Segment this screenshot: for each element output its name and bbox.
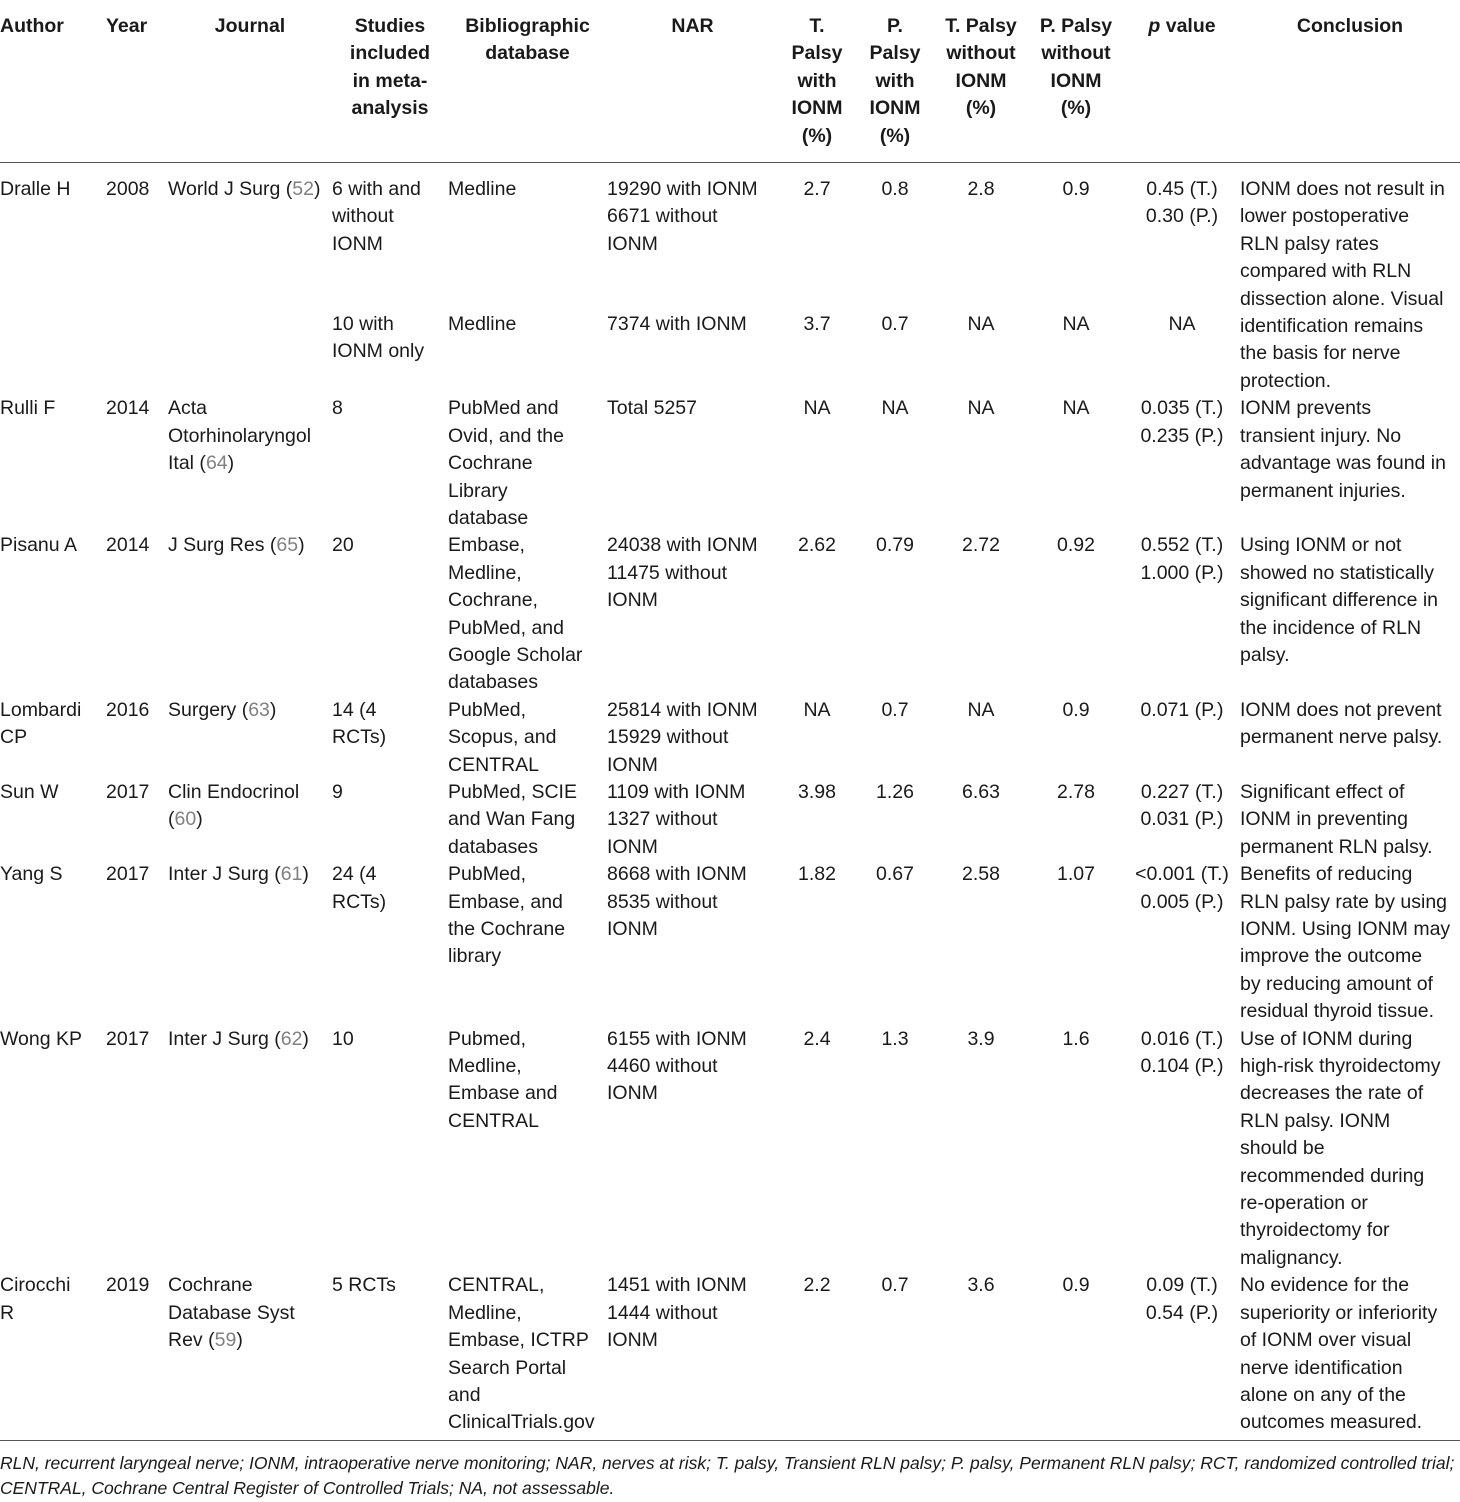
header-p-palsy-without: P. Palsy without IONM (%) bbox=[1028, 0, 1124, 163]
cell-nar: 8668 with IONM 8535 without IONM bbox=[607, 863, 747, 940]
header-nar: NAR bbox=[607, 0, 778, 163]
cell-t-with: 2.62 bbox=[798, 534, 836, 557]
cell-p-value: 0.035 (T.) 0.235 (P.) bbox=[1140, 397, 1224, 447]
cell-p-with: 0.7 bbox=[856, 1272, 934, 1440]
cell-database: PubMed, Embase, and the Cochrane library bbox=[448, 863, 566, 968]
cell-nar: 1451 with IONM 1444 without IONM bbox=[607, 1272, 778, 1440]
cell-year: 2014 bbox=[106, 397, 150, 420]
cell-p-without: 0.92 bbox=[1057, 534, 1095, 557]
cell-database: Pubmed, Medline, Embase and CENTRAL bbox=[448, 1027, 558, 1132]
cell-studies: 14 (4 RCTs) bbox=[332, 698, 387, 749]
cell-database: Medline bbox=[448, 312, 517, 335]
cell-t-with: 2.4 bbox=[803, 1027, 831, 1050]
cell-t-with: 3.7 bbox=[803, 312, 831, 335]
header-p-value bbox=[1124, 0, 1240, 163]
cell-t-without: 2.8 bbox=[967, 178, 995, 201]
journal-name: Clin Endocrinol bbox=[168, 780, 300, 803]
cell-author: Lombardi CP bbox=[0, 698, 82, 749]
cell-conclusion: IONM does not result in lower postoperative RLN palsy rates compared with RLN dissection alone. Visual identification remains the basis for nerve protection. bbox=[1240, 178, 1445, 392]
table-row bbox=[0, 395, 1460, 532]
cell-nar: 7374 with IONM bbox=[607, 312, 747, 335]
table-row bbox=[0, 163, 1460, 311]
cell-nar: 19290 with IONM 6671 without IONM bbox=[607, 178, 758, 255]
cell-conclusion: Significant effect of IONM in preventing permanent RLN palsy. bbox=[1240, 780, 1433, 858]
cell-t-with: 2.2 bbox=[778, 1272, 856, 1440]
cell-studies: 10 with IONM only bbox=[332, 312, 425, 362]
cell-conclusion: IONM does not prevent permanent nerve palsy. bbox=[1240, 698, 1443, 749]
cell-p-value: <0.001 (T.) 0.005 (P.) bbox=[1135, 863, 1229, 913]
cell-t-without: 2.72 bbox=[962, 534, 1000, 557]
cell-year: 2017 bbox=[106, 863, 150, 886]
cell-p-without: 1.07 bbox=[1057, 863, 1095, 886]
cell-t-with: 2.7 bbox=[803, 178, 831, 201]
header-author: Author bbox=[0, 0, 106, 163]
cell-t-with: NA bbox=[803, 698, 831, 721]
cell-p-value: 0.071 (P.) bbox=[1140, 698, 1224, 721]
cell-p-without: NA bbox=[1062, 397, 1090, 420]
cell-p-with: 0.7 bbox=[881, 312, 909, 335]
cell-p-with: 0.79 bbox=[876, 534, 914, 557]
header-p-letter: p bbox=[1148, 15, 1161, 37]
header-t-palsy-with: T. Palsy with IONM (%) bbox=[778, 0, 856, 163]
journal-name: World J Surg bbox=[168, 178, 281, 201]
cell-studies: 5 RCTs bbox=[332, 1272, 448, 1440]
cell-author: Dralle H bbox=[0, 178, 71, 201]
cell-database: PubMed and Ovid, and the Cochrane Library database bbox=[448, 397, 564, 529]
cell-journal: Surgery (63) bbox=[168, 698, 277, 721]
cell-conclusion: Benefits of reducing RLN palsy rate by using IONM. Using IONM may improve the outcome by reducing amount of residual thyroid tissue. bbox=[1240, 863, 1451, 1023]
cell-t-without: NA bbox=[967, 312, 995, 335]
cell-year: 2016 bbox=[106, 698, 150, 721]
cell-studies: 6 with and without IONM bbox=[332, 178, 421, 255]
cell-p-with: 0.8 bbox=[881, 178, 909, 201]
cell-studies: 9 bbox=[332, 780, 343, 803]
cell-p-without: 0.9 bbox=[1028, 1272, 1124, 1440]
cell-journal: World J Surg (52) bbox=[168, 178, 321, 201]
reference-link[interactable]: 64 bbox=[205, 452, 228, 475]
reference-link[interactable]: 59 bbox=[214, 1329, 237, 1352]
cell-journal: Cochrane Database Syst Rev (59) bbox=[168, 1272, 332, 1440]
cell-journal: Acta Otorhinolaryngol Ital (64) bbox=[168, 397, 312, 475]
cell-studies: 8 bbox=[332, 397, 343, 420]
cell-p-without: NA bbox=[1062, 312, 1090, 335]
header-studies: Studies included in meta- analysis bbox=[332, 0, 448, 163]
cell-year: 2017 bbox=[106, 780, 150, 803]
cell-conclusion: No evidence for the superiority or inferiority of IONM over visual nerve identification alone on any of the outcomes measured. bbox=[1240, 1272, 1460, 1440]
cell-year: 2017 bbox=[106, 1027, 150, 1050]
table-row bbox=[0, 861, 1460, 1025]
reference-link[interactable]: 63 bbox=[248, 698, 270, 721]
cell-p-without: 2.78 bbox=[1057, 780, 1095, 803]
cell-studies: 20 bbox=[332, 534, 354, 557]
cell-author: Pisanu A bbox=[0, 534, 77, 557]
cell-studies: 24 (4 RCTs) bbox=[332, 863, 387, 913]
header-p-palsy-with: P. Palsy with IONM (%) bbox=[856, 0, 934, 163]
cell-conclusion: Using IONM or not showed no statistically significant difference in the incidence of RLN palsy. bbox=[1240, 534, 1439, 666]
cell-p-value: 0.227 (T.) 0.031 (P.) bbox=[1140, 780, 1224, 831]
table-footnote: RLN, recurrent laryngeal nerve; IONM, intraoperative nerve monitoring; NAR, nerves at risk; T. palsy, Transient RLN palsy; P. palsy, Permanent RLN palsy; RCT, randomized controlled trial; CENTRAL, Cochrane Central Register of Controlled Trials; NA, not assessable. bbox=[0, 1453, 1455, 1498]
cell-nar: 24038 with IONM 11475 without IONM bbox=[607, 534, 758, 612]
table-row bbox=[0, 697, 1460, 779]
journal-name: Acta Otorhinolaryngol Ital bbox=[168, 397, 312, 475]
cell-author: Cirocchi R bbox=[0, 1272, 106, 1440]
table-row bbox=[0, 532, 1460, 696]
cell-journal: Clin Endocrinol (60) bbox=[168, 780, 300, 831]
cell-t-with: NA bbox=[803, 397, 831, 420]
cell-database: PubMed, SCIE and Wan Fang databases bbox=[448, 780, 577, 858]
cell-p-with: 0.67 bbox=[876, 863, 914, 886]
cell-p-with: 1.26 bbox=[876, 780, 914, 803]
cell-t-with: 3.98 bbox=[798, 780, 836, 803]
cell-p-with: NA bbox=[881, 397, 909, 420]
cell-nar: Total 5257 bbox=[607, 397, 697, 420]
cell-p-value: 0.016 (T.) 0.104 (P.) bbox=[1140, 1027, 1224, 1078]
cell-nar: 25814 with IONM 15929 without IONM bbox=[607, 698, 758, 776]
cell-t-without: NA bbox=[967, 397, 995, 420]
cell-nar: 6155 with IONM 4460 without IONM bbox=[607, 1027, 747, 1105]
header-year: Year bbox=[106, 0, 168, 163]
journal-name: Surgery bbox=[168, 698, 237, 721]
journal-name: Cochrane Database Syst Rev bbox=[168, 1274, 295, 1352]
reference-link[interactable]: 61 bbox=[280, 863, 303, 886]
cell-author: Rulli F bbox=[0, 397, 56, 420]
reference-link[interactable]: 60 bbox=[174, 808, 197, 831]
header-t-palsy-without: T. Palsy without IONM (%) bbox=[934, 0, 1028, 163]
header-p-value-suffix: value bbox=[1160, 15, 1216, 37]
cell-journal: Inter J Surg (62) bbox=[168, 1027, 309, 1050]
cell-t-with: 1.82 bbox=[798, 863, 836, 886]
cell-studies: 10 bbox=[332, 1027, 354, 1050]
cell-p-value: NA bbox=[1168, 312, 1196, 335]
header-journal: Journal bbox=[168, 0, 332, 163]
cell-database: PubMed, Scopus, and CENTRAL bbox=[448, 698, 557, 776]
cell-t-without: 3.6 bbox=[934, 1272, 1028, 1440]
cell-p-without: 0.9 bbox=[1062, 178, 1090, 201]
table-row bbox=[0, 779, 1460, 861]
cell-p-value: 0.09 (T.) 0.54 (P.) bbox=[1124, 1272, 1240, 1440]
cell-year: 2014 bbox=[106, 534, 150, 557]
header-database: Bibliographic database bbox=[448, 0, 607, 163]
cell-database: CENTRAL, Medline, Embase, ICTRP Search Portal and ClinicalTrials.gov bbox=[448, 1272, 607, 1440]
cell-database: Embase, Medline, Cochrane, PubMed, and Google Scholar databases bbox=[448, 534, 583, 694]
cell-nar: 1109 with IONM 1327 without IONM bbox=[607, 780, 746, 858]
cell-p-with: 0.7 bbox=[881, 698, 909, 721]
cell-database: Medline bbox=[448, 178, 517, 201]
reference-link[interactable]: 52 bbox=[292, 178, 314, 201]
table-row bbox=[0, 1272, 1460, 1440]
header-row bbox=[0, 0, 1460, 163]
cell-t-without: NA bbox=[967, 698, 995, 721]
cell-p-with: 1.3 bbox=[881, 1027, 909, 1050]
cell-conclusion: Use of IONM during high-risk thyroidectomy decreases the rate of RLN palsy. IONM should be recommended during re-operation or thyroidectomy for malignancy. bbox=[1240, 1027, 1441, 1269]
reference-link[interactable]: 62 bbox=[280, 1027, 303, 1050]
cell-t-without: 6.63 bbox=[962, 780, 1000, 803]
journal-name: Inter J Surg bbox=[168, 863, 269, 886]
cell-author: Wong KP bbox=[0, 1027, 83, 1050]
cell-journal: Inter J Surg (61) bbox=[168, 863, 309, 886]
cell-journal: J Surg Res (65) bbox=[168, 534, 305, 557]
cell-t-without: 2.58 bbox=[962, 863, 1000, 886]
journal-name: Inter J Surg bbox=[168, 1027, 269, 1050]
cell-p-value: 0.45 (T.) 0.30 (P.) bbox=[1145, 178, 1219, 228]
cell-t-without: 3.9 bbox=[967, 1027, 995, 1050]
journal-name: J Surg Res bbox=[168, 534, 265, 557]
header-conclusion: Conclusion bbox=[1240, 0, 1460, 163]
cell-year: 2019 bbox=[106, 1272, 168, 1440]
table-row bbox=[0, 1026, 1460, 1273]
cell-p-without: 1.6 bbox=[1062, 1027, 1090, 1050]
reference-link[interactable]: 65 bbox=[276, 534, 299, 557]
cell-conclusion: IONM prevents transient injury. No advantage was found in permanent injuries. bbox=[1240, 397, 1446, 502]
cell-p-value: 0.552 (T.) 1.000 (P.) bbox=[1140, 534, 1224, 584]
cell-author: Yang S bbox=[0, 863, 63, 886]
cell-year: 2008 bbox=[106, 178, 150, 201]
cell-author: Sun W bbox=[0, 780, 59, 803]
cell-p-without: 0.9 bbox=[1062, 698, 1090, 721]
